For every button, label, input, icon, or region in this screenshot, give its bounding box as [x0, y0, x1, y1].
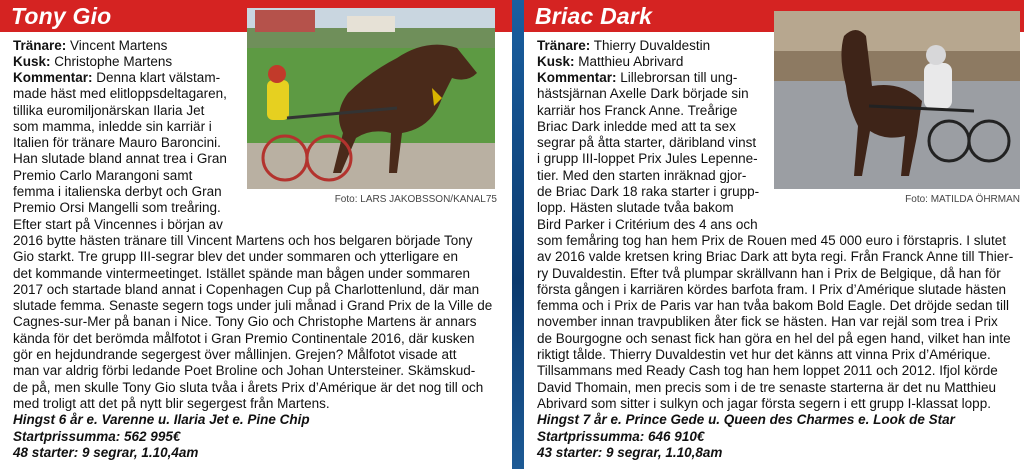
- prize-money-line: Startprissumma: 646 910€: [537, 428, 705, 444]
- comment-line: som femåring tog han hem Prix de Rouen med 45 000 euro i förstapris. I slutet: [537, 232, 1006, 248]
- driver-name: Christophe Martens: [54, 54, 173, 69]
- comment-line: Italien för tränare Mauro Baroncini.: [13, 135, 221, 151]
- comment-label: Kommentar:: [537, 70, 617, 85]
- photo-credit: Foto: LARS JAKOBSSON/KANAL75: [334, 194, 497, 205]
- comment-line: lopp. Hästen slutade tvåa bakom: [537, 200, 734, 216]
- horse-name: Tony Gio: [11, 3, 112, 29]
- comment-line: hästsjärnan Axelle Dark började sin: [537, 86, 749, 102]
- prize-money-line: Startprissumma: 562 995€: [13, 428, 181, 444]
- trainer-label: Tränare:: [537, 38, 591, 53]
- comment-line: gör en hejdundrande segergest över mållinjen. Grejen? Målfotot visade att: [13, 347, 457, 363]
- comment-line: riktigt tålde. Thierry Duvaldestin vet hur det känns att vinna Prix d’Amérique.: [537, 347, 991, 363]
- comment-line: made häst med elitloppsdeltagaren,: [13, 86, 227, 102]
- comment-line: de på, men skulle Tony Gio sluta tvåa i årets Prix d’Amérique är det nog till och: [13, 379, 484, 395]
- comment-line: med troligt att det på nytt blir segergest från Martens.: [13, 395, 330, 411]
- comment-line: Han slutade bland annat trea i Gran: [13, 151, 227, 167]
- record-line: 43 starter: 9 segrar, 1.10,8am: [537, 444, 723, 460]
- comment-line: Cagnes-sur-Mer på banan i Nice. Tony Gio och Christophe Martens är annars: [13, 314, 477, 330]
- trainer-name: Vincent Martens: [70, 38, 168, 53]
- comment-line: november innan travpubliken åter fick se hästen. Han var rejäl som trea i Prix: [537, 314, 998, 330]
- comment-line: man var aldrig förbi ledande Poet Broline och Johan Untersteiner. Skämskud-: [13, 363, 476, 379]
- comment-line: i grupp III-loppet Prix Jules Lepenne-: [537, 151, 758, 167]
- comment-line: de Briac Dark 18 raka starter i grupp-: [537, 184, 760, 200]
- driver-line: [13, 54, 172, 70]
- comment-line: Premio Carlo Marangoni samt: [13, 167, 193, 183]
- comment-line: Bird Parker i Critérium des 4 ans och: [537, 216, 758, 232]
- comment-line: Premio Orsi Mangelli som treåring.: [13, 200, 221, 216]
- comment-line: tier. Med den starten inräknad gjor-: [537, 167, 747, 183]
- comment-line: femma och i Prix de Paris var han tvåa bakom Bold Eagle. Det dröjde sedan till: [537, 298, 1009, 314]
- comment-line: av 2016 valde kretsen kring Briac Dark att byta regi. Från Franck Anne till Thier-: [537, 249, 1014, 265]
- comment-label: Kommentar:: [13, 70, 93, 85]
- comment-line: segrar på åtta starter, däribland vinst: [537, 135, 757, 151]
- comment-body: [537, 70, 1013, 461]
- horse-profile-briac-dark: [524, 0, 1024, 469]
- horse-name: Briac Dark: [535, 3, 653, 29]
- trainer-label: Tränare:: [13, 38, 67, 53]
- comment-line: slutade femma. Senaste segern togs under juli månad i Grand Prix de la Ville de: [13, 298, 493, 314]
- comment-line: Lillebrorsan till ung-: [616, 70, 738, 85]
- comment-line: kända för det berömda målfotot i Gran Premio Continentale 2016, där kusken: [13, 330, 475, 346]
- trainer-name: Thierry Duvaldestin: [593, 38, 711, 53]
- comment-line: Gio starkt. Tre grupp III-segrar blev det under sommaren och ytterligare en: [13, 249, 458, 265]
- comment-line: Denna klart välstam-: [92, 70, 221, 85]
- pedigree-line: Hingst 6 år e. Varenne u. Ilaria Jet e. Pine Chip: [13, 412, 310, 428]
- driver-name: Matthieu Abrivard: [578, 54, 684, 69]
- comment-line: som mamma, inledde sin karriär i: [13, 118, 212, 134]
- comment-line: Briac Dark inledde med att ta sex: [537, 118, 736, 134]
- driver-label: Kusk:: [537, 54, 575, 69]
- comment-line: 2017 och startade bland annat i Copenhagen Cup på Charlottenlund, där man: [13, 281, 480, 297]
- pedigree-line: Hingst 7 år e. Prince Gede u. Queen des Charmes e. Look de Star: [537, 412, 955, 428]
- comment-line: femma i italienska derbyt och Gran: [13, 184, 222, 200]
- driver-label: Kusk:: [13, 54, 51, 69]
- trainer-line: [537, 38, 710, 54]
- comment-body: [13, 70, 492, 461]
- comment-line: Efter start på Vincennes i början av: [13, 216, 223, 232]
- comment-line: tillika euromiljonärskan Ilaria Jet: [13, 102, 205, 118]
- comment-line: David Thomain, men precis som i de tre senaste starterna är det nu Matthieu: [537, 379, 996, 395]
- comment-line: Abrivard som sitter i sulkyn och jagar första segern i ett grupp I-klassat lopp.: [537, 395, 991, 411]
- page-divider: [512, 0, 524, 469]
- comment-line: de Bourgogne och senast fick han göra en hel del på egen hand, vilket han inte: [537, 330, 1011, 346]
- comment-line: 2016 bytte hästen tränare till Vincent Martens och hos belgaren började Tony: [13, 232, 473, 248]
- comment-line: första gången i karriären kördes barfota fram. I Prix d’Amérique slutade hästen: [537, 281, 1006, 297]
- driver-line: [537, 54, 683, 70]
- record-line: 48 starter: 9 segrar, 1.10,4am: [13, 444, 199, 460]
- comment-line: Tillsammans med Ready Cash tog han hem loppet 2011 och 2012. Ifjol körde: [537, 363, 998, 379]
- photo-credit: Foto: MATILDA ÖHRMAN: [905, 194, 1020, 205]
- trainer-line: [13, 38, 167, 54]
- comment-line: det kommande vintermeetinget. Istället spände man bågen under sommaren: [13, 265, 471, 281]
- comment-line: karriär hos Franck Anne. Treårige: [537, 102, 738, 118]
- comment-line: ry Duvaldestin. Efter två plumpar skrällvann han i Prix de Belgique, då han för: [537, 265, 1001, 281]
